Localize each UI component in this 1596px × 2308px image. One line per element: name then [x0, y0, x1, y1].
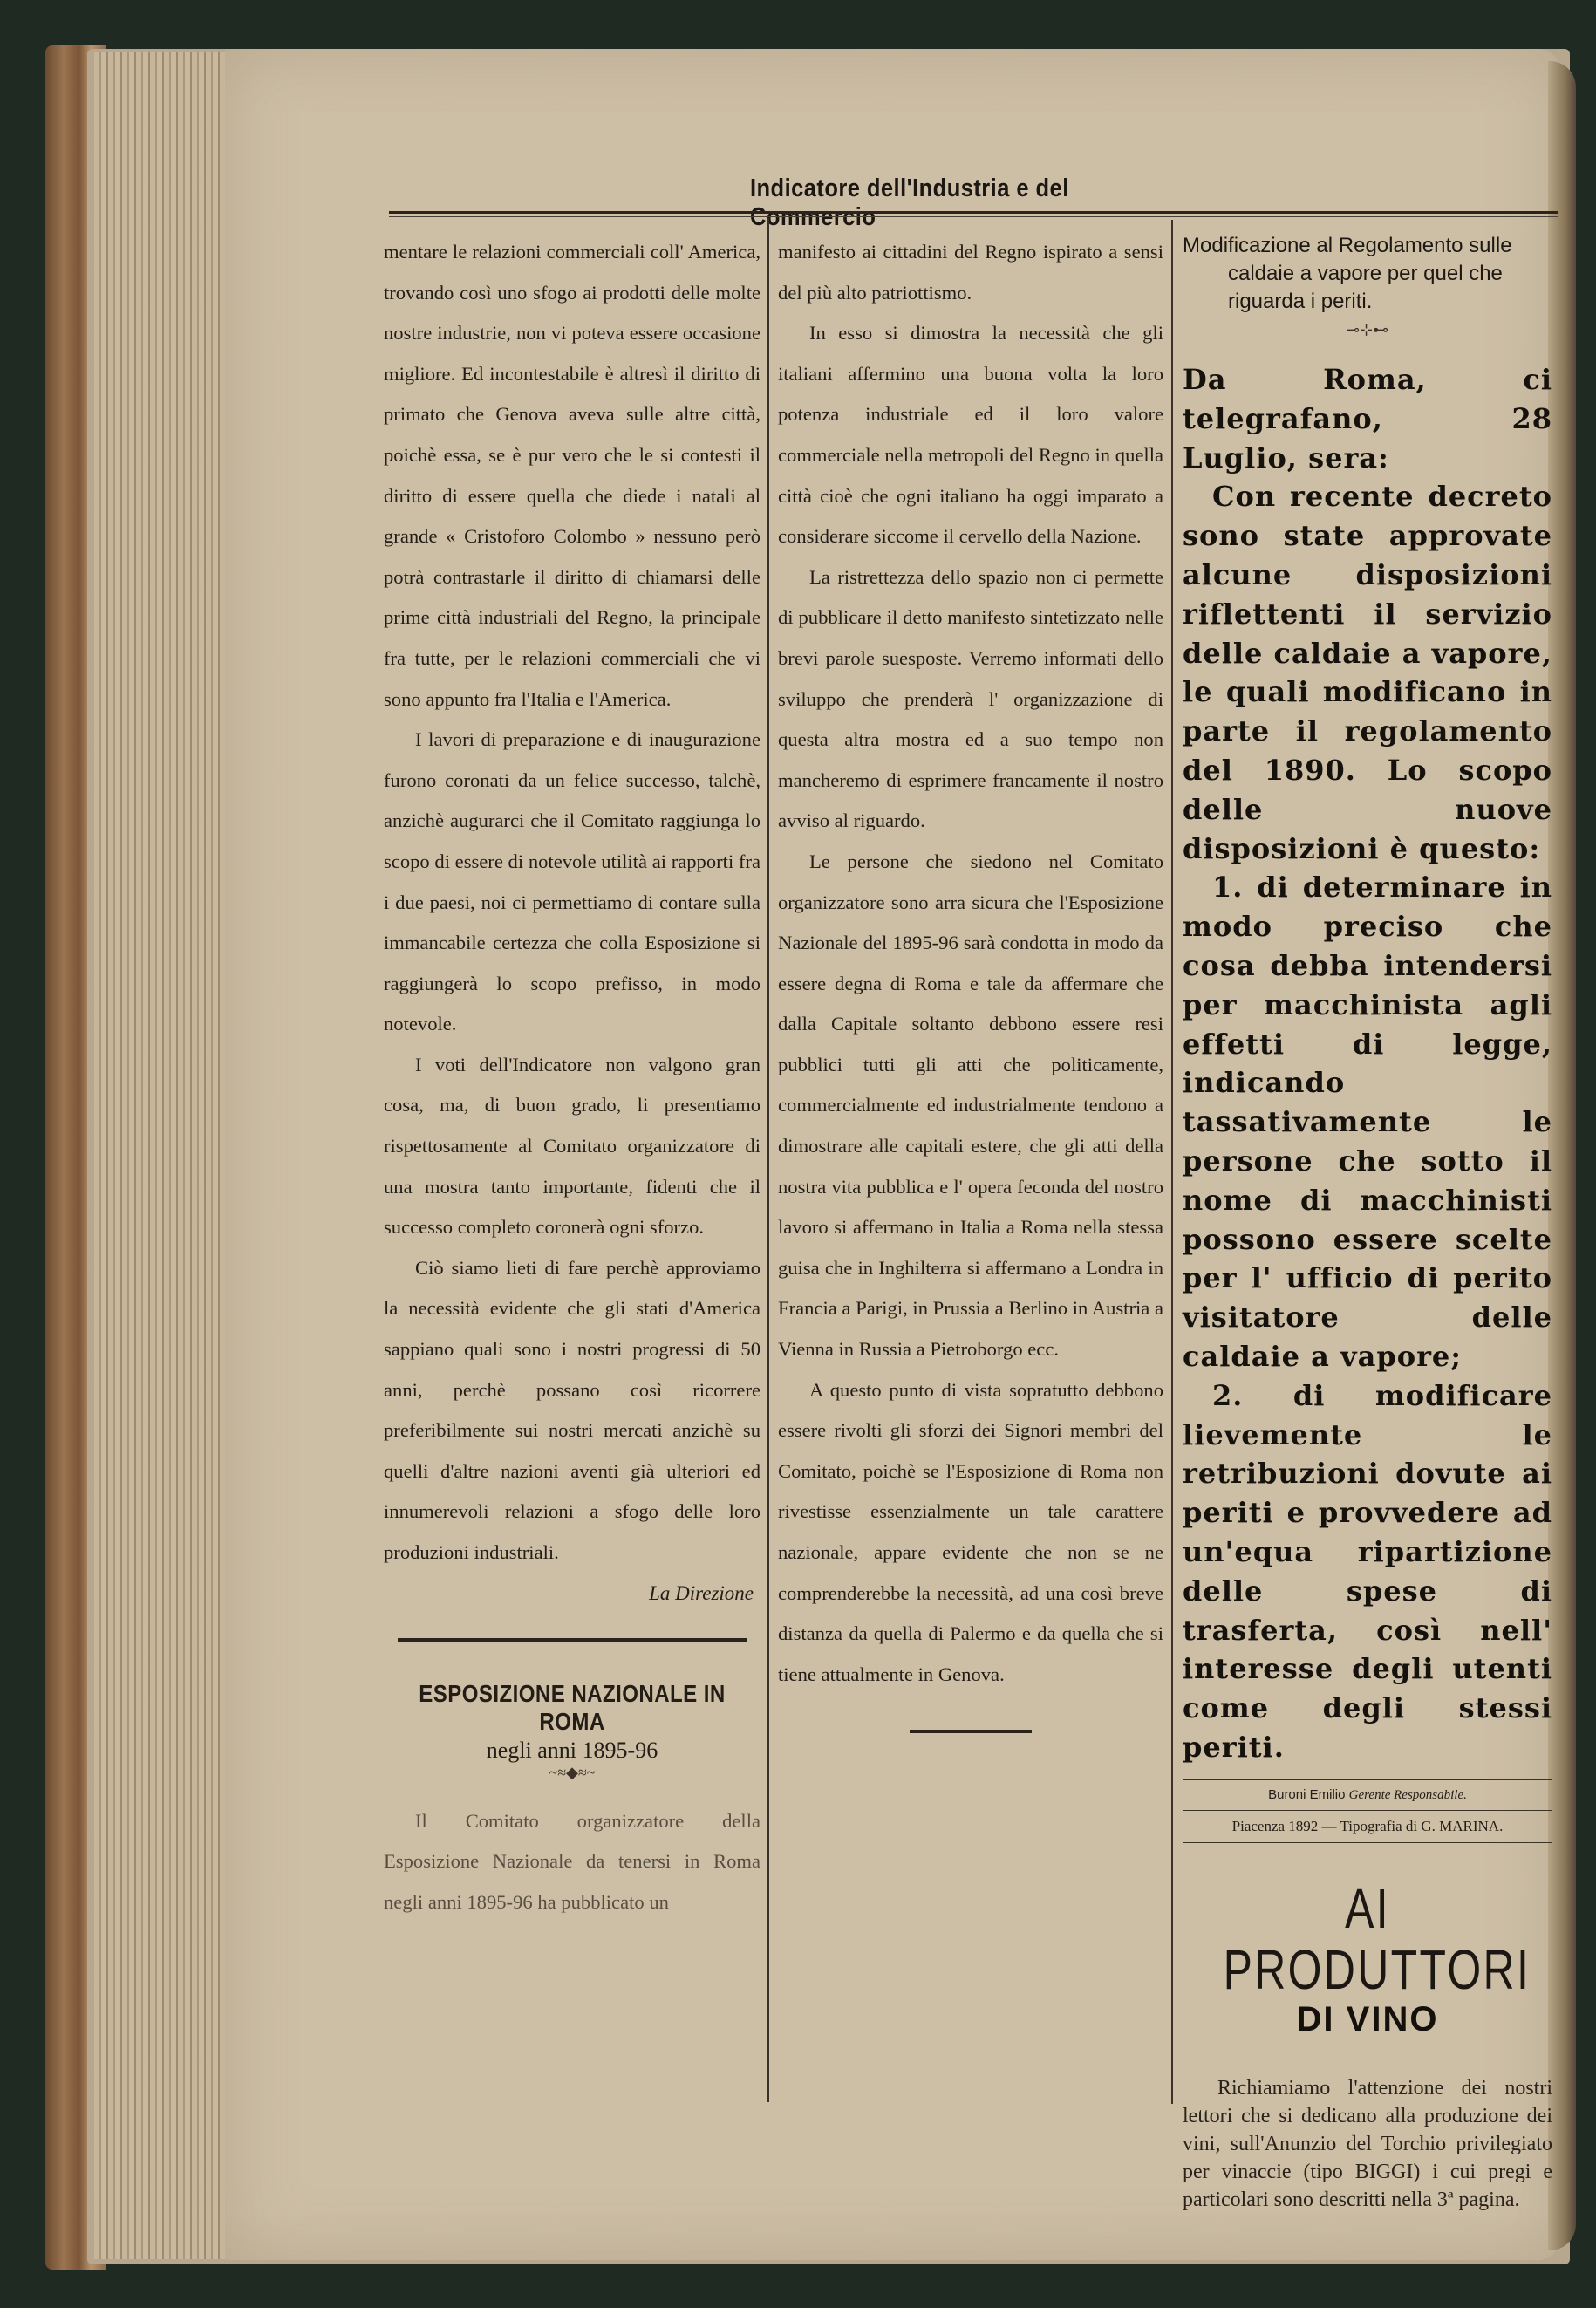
column-3 [1183, 232, 1552, 2214]
article-title-line: caldaie a vapore per quel che [1228, 262, 1503, 285]
column-divider-2 [1171, 220, 1173, 2104]
signature: La Direzione [649, 1581, 754, 1604]
paragraph: manifesto ai cittadini del Regno ispirato a sensi del più alto patriottismo. [778, 241, 1163, 304]
column-divider-1 [767, 218, 769, 2102]
header-rule [389, 211, 1558, 214]
dispatch-paragraph: Da Roma, ci telegrafano, 28 Luglio, sera: [1183, 363, 1552, 475]
page-edges [94, 52, 234, 2259]
ornament-icon: ⊸⊹⊷ [1346, 321, 1389, 338]
paragraph: La ristrettezza dello spazio non ci permette di pubblicare il detto manifesto sintetizzato nelle brevi parole suesposte. Verremo informati dello sviluppo che prenderà l' organizzazione di questa altra mostra ed a suo tempo non mancheremo di esprimere francamente il nostro avviso al riguardo. [778, 565, 1163, 832]
footer-rule [1183, 1842, 1552, 1843]
column-1 [384, 232, 760, 1922]
printer-credit: Piacenza 1892 — Tipografia di G. MARINA. [1231, 1817, 1504, 1834]
section-title: ESPOSIZIONE NAZIONALE IN ROMA [419, 1679, 726, 1735]
section-subtitle: negli anni 1895-96 [486, 1737, 658, 1763]
header-rule-thin [389, 216, 1558, 217]
article-title [1183, 232, 1552, 316]
running-header: Indicatore dell'Industria e del Commercio [750, 174, 1069, 231]
footer-rule [1183, 1810, 1552, 1811]
gerente-role: Gerente Responsabile. [1348, 1787, 1467, 1802]
section-divider [398, 1638, 747, 1642]
paragraph: A questo punto di vista sopratutto debbono essere rivolti gli sforzi dei Signori membri del Comitato, poichè se l'Esposizione di Roma non rivestisse essenzialmente un tale carattere nazionale, appare evidente che non se ne comprenderebbe la necessità, ad una così breve distanza da quella di Palermo e da quella che si tiene attualmente in Genova. [778, 1378, 1163, 1685]
article-title-line: Modificazione al Regolamento sulle [1183, 234, 1512, 257]
ornament-icon: ~≈◆≈~ [549, 1763, 596, 1781]
paragraph: Il Comitato organizzatore della Esposizione Nazionale da tenersi in Roma negli anni 1895-96 ha pubblicato un [384, 1809, 760, 1913]
paragraph: I lavori di preparazione e di inaugurazione furono coronati da un felice successo, talchè, anzichè augurarci che il Comitato raggiunga lo scopo di essere di notevole utilità ai rapporti fra i due paesi, noi ci permettiamo di contare sulla immancabile certezza che colla Esposizione si raggiungerà lo scopo prefisso, in modo notevole. [384, 728, 760, 1035]
footer-rule [1183, 1779, 1552, 1780]
paragraph: I voti dell'Indicatore non valgono gran cosa, ma, di buon grado, li presentiamo rispettosamente al Comitato organizzatore di una mostra tanto importante, fidenti che il successo completo coronerà ogni sforzo. [384, 1053, 760, 1239]
dispatch-paragraph: 2. di modificare lievemente le retribuzioni dovute ai periti e provvedere ad un'equa ripartizione delle spese di trasferta, così nell' interesse degli utenti come degli stessi periti. [1183, 1378, 1552, 1764]
ad-subtitle: DI VINO [1296, 1999, 1439, 2038]
article-title-line: riguarda i periti. [1228, 290, 1373, 313]
paragraph: mentare le relazioni commerciali coll' America, trovando così uno sfogo ai prodotti delle molte nostre industrie, non vi poteva essere occasione migliore. Ed incontestabile è altresì il diritto di primato che Genova aveva sulle altre città, poichè essa, se è pur vero che le si contesti il diritto di essere quella che diede i natali al grande « Cristoforo Colombo » nessuno però potrà contrastarle il diritto di chiamarsi delle prime città industriali del Regno, la principale fra tutte, per le relazioni commerciali che vi sono appunto fra l'Italia e l'America. [384, 241, 760, 710]
gerente-name: Buroni Emilio [1268, 1786, 1346, 1802]
dispatch-paragraph: 1. di determinare in modo preciso che cosa debba intendersi per macchinista agli effetti di legge, indicando tassativamente le persone che sotto il nome di macchinisti possono essere scelte per l' ufficio di perito visitatore delle caldaie a vapore; [1183, 871, 1552, 1373]
ad-title: AI PRODUTTORI [1223, 1876, 1531, 2001]
paragraph: Le persone che siedono nel Comitato organizzatore sono arra sicura che l'Esposizione Nazionale del 1895-96 sarà condotta in modo da essere degna di Roma e tale da affermare che dalla Capitale soltanto debbono essere resi pubblici tutti gli atti che politicamente, commercialmente ed industrialmente tendono a dimostrare alle capitali estere, che gli atti della nostra vita pubblica e l' opera feconda del nostro lavoro si affermano in Italia a Roma nella stessa guisa che in Inghilterra si affermano a Londra in Francia a Parigi, in Prussia a Berlino in Austria a Vienna in Russia a Pietroborgo ecc. [778, 850, 1163, 1361]
paragraph: In esso si dimostra la necessità che gli italiani affermino una buona volta la loro potenza industriale ed il loro valore commerciale nella metropoli del Regno in quella città cioè che ogni italiano ha oggi imparato a considerare siccome il cervello della Nazione. [778, 322, 1163, 548]
column-2 [778, 232, 1163, 1733]
paragraph: Ciò siamo lieti di fare perchè approviamo la necessità evidente che gli stati d'America sappiano quali sono i nostri progressi di 50 anni, perchè possano così ricorrere preferibilmente sui nostri mercati anzichè su quelli d'altre nazioni aventi già ulteriori ed innumerevoli relazioni a sfogo delle loro produzioni industriali. [384, 1256, 760, 1563]
end-divider [910, 1730, 1032, 1733]
dispatch-paragraph: Con recente decreto sono state approvate alcune disposizioni riflettenti il servizio delle caldaie a vapore, le quali modificano in parte il regolamento del 1890. Lo scopo delle nuove disposizioni è questo: [1183, 480, 1552, 865]
ad-body: Richiamiamo l'attenzione dei nostri lettori che si dedicano alla produzione dei vini, sull'Anunzio del Torchio privilegiato per vinaccie (tipo BIGGI) i cui pregi e particolari sono descritti nella 3ª pagina. [1183, 2076, 1552, 2211]
gerente-credit [1183, 1787, 1552, 1803]
